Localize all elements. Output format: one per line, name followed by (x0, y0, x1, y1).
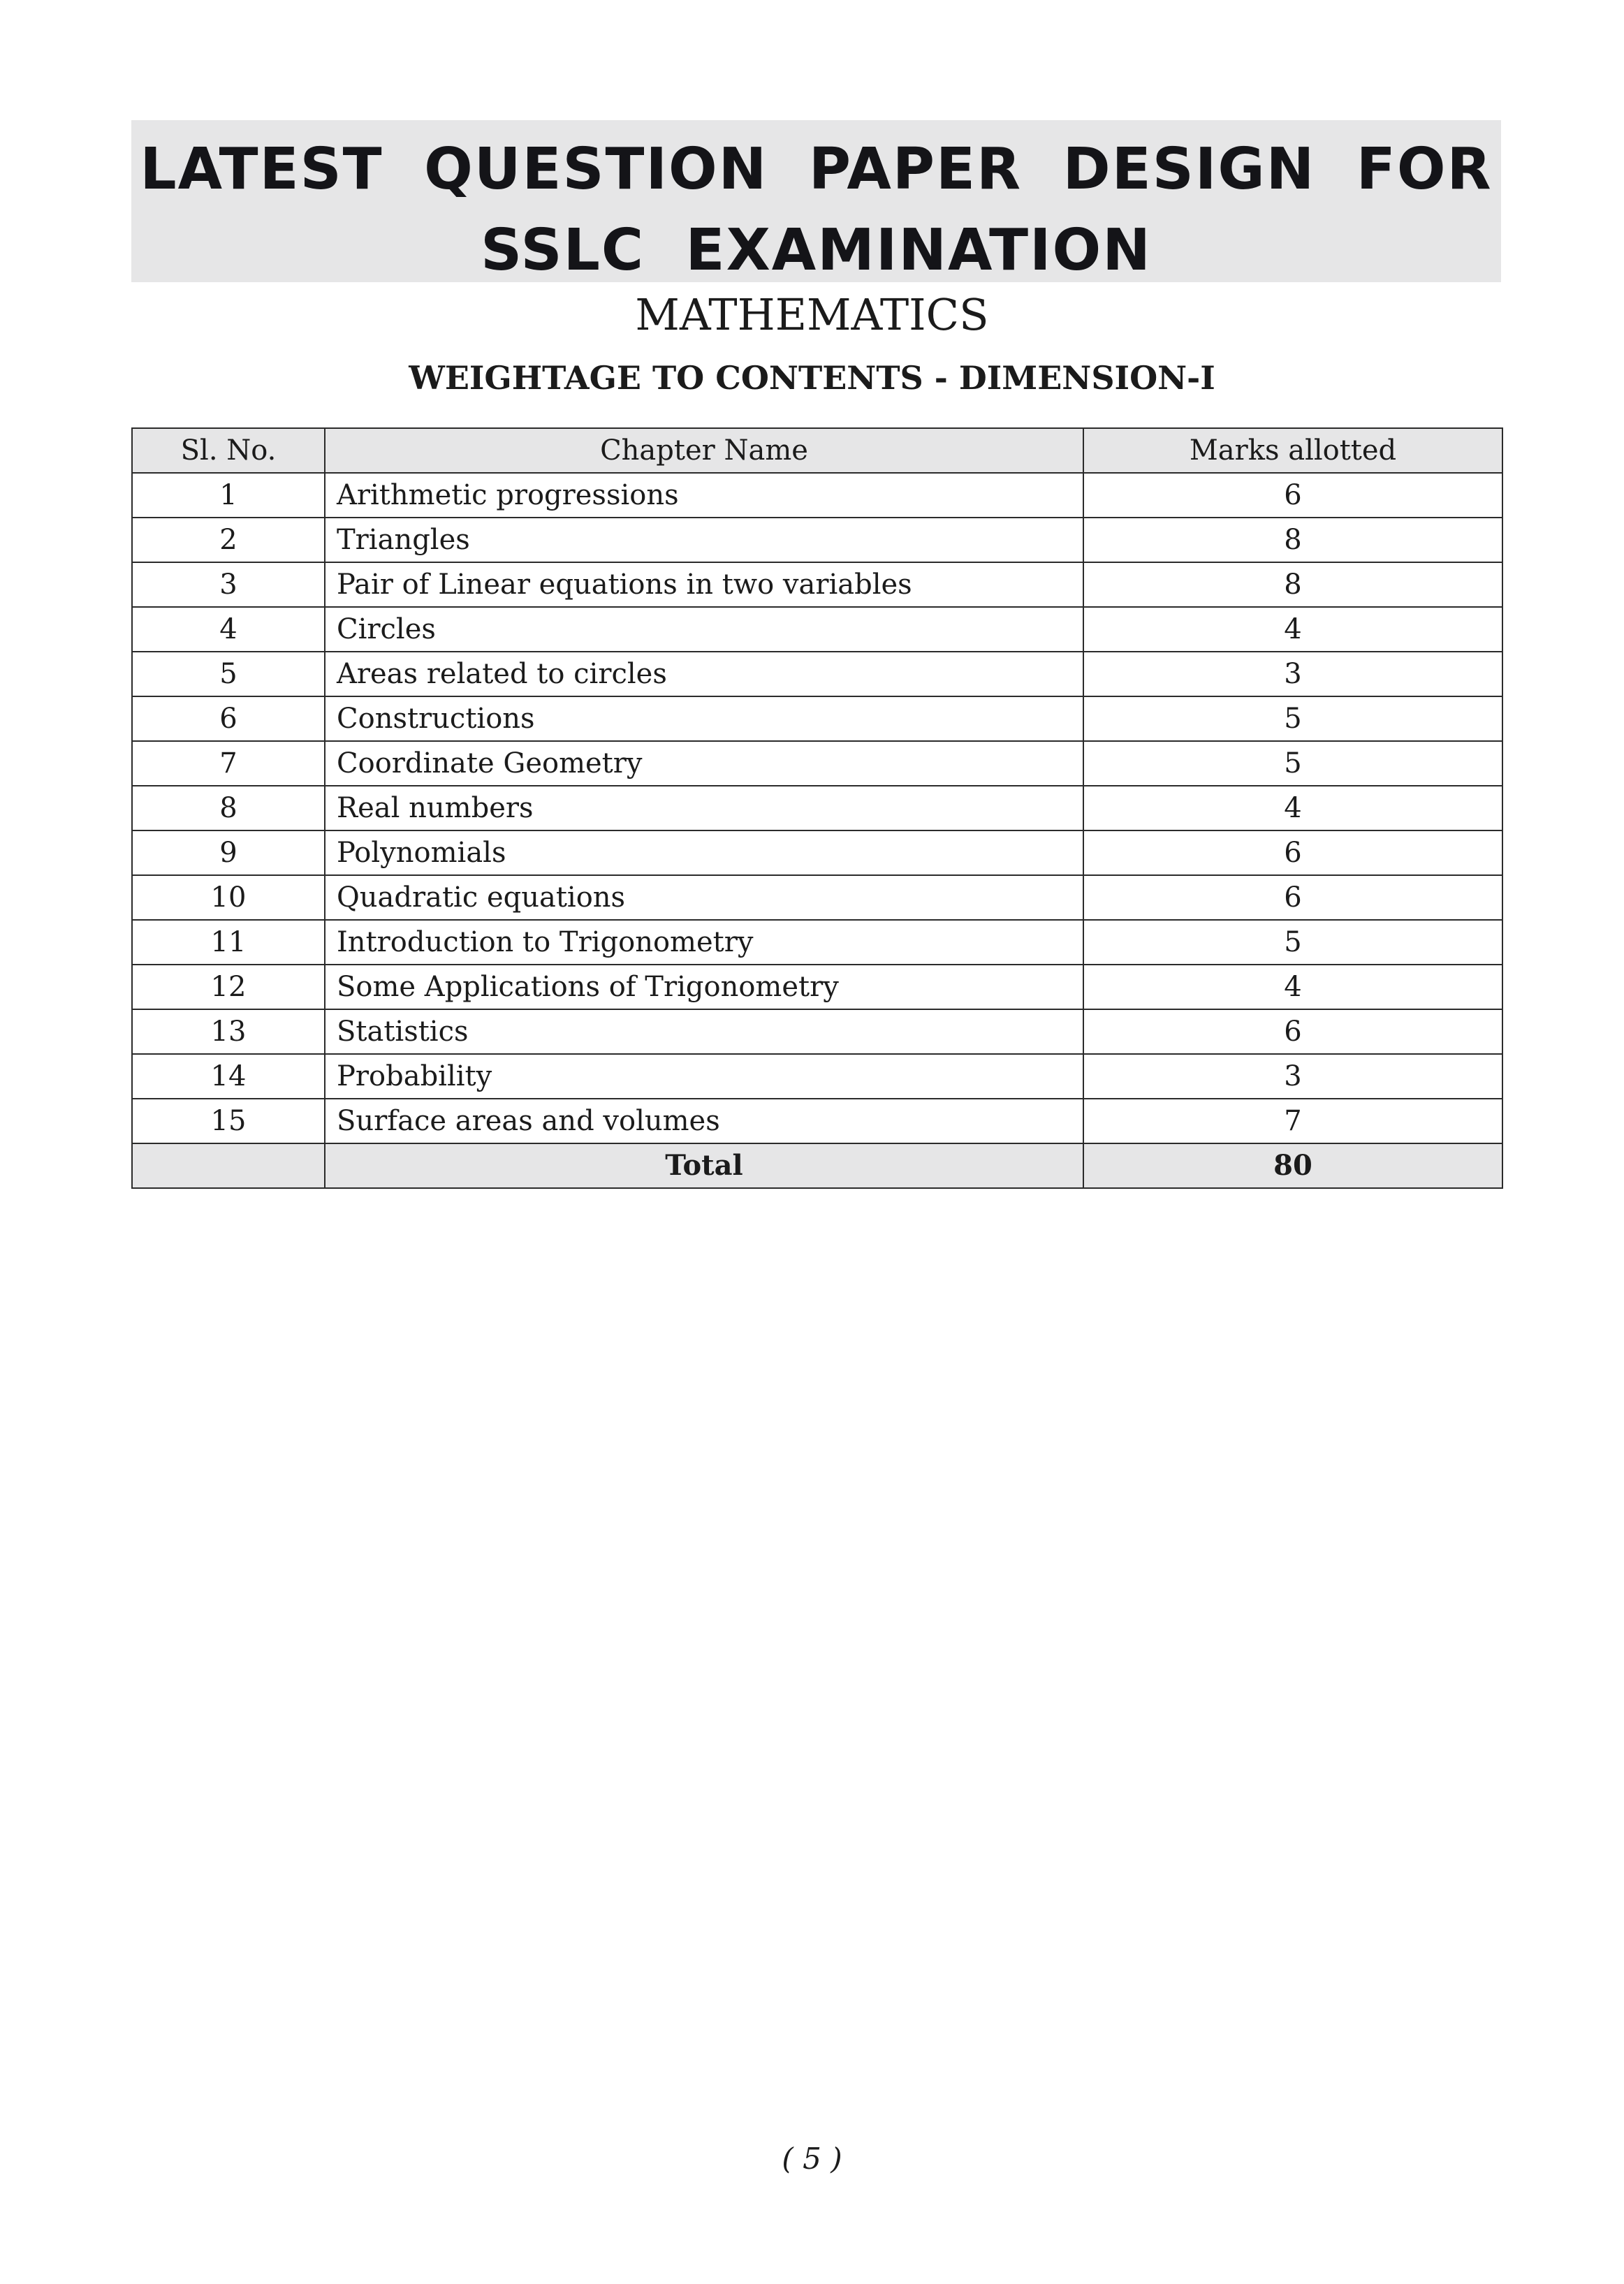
table-row (132, 518, 1502, 562)
table-row (132, 652, 1502, 696)
row-sl-no: 7 (132, 741, 325, 786)
row-sl-no: 14 (132, 1054, 325, 1099)
row-chapter-name: Surface areas and volumes (325, 1099, 1083, 1143)
header-sl-no: Sl. No. (132, 428, 325, 473)
row-marks: 8 (1083, 562, 1502, 607)
total-empty-cell (132, 1143, 325, 1188)
table-row (132, 875, 1502, 920)
row-sl-no: 12 (132, 965, 325, 1009)
total-label: Total (325, 1143, 1083, 1188)
row-sl-no: 8 (132, 786, 325, 830)
row-chapter-name: Areas related to circles (325, 652, 1083, 696)
table-total-row (132, 1143, 1502, 1188)
row-marks: 5 (1083, 741, 1502, 786)
page-number: ( 5 ) (782, 2142, 842, 2176)
row-chapter-name: Introduction to Trigonometry (325, 920, 1083, 965)
row-marks: 6 (1083, 473, 1502, 518)
row-chapter-name: Statistics (325, 1009, 1083, 1054)
row-marks: 6 (1083, 830, 1502, 875)
total-marks: 80 (1083, 1143, 1502, 1188)
table-row (132, 830, 1502, 875)
subject-heading: MATHEMATICS (635, 289, 989, 340)
table-header-row (132, 428, 1502, 473)
table-row (132, 607, 1502, 652)
row-sl-no: 9 (132, 830, 325, 875)
row-marks: 6 (1083, 875, 1502, 920)
table-row (132, 562, 1502, 607)
row-marks: 3 (1083, 652, 1502, 696)
row-chapter-name: Pair of Linear equations in two variables (325, 562, 1083, 607)
table-row (132, 920, 1502, 965)
row-marks: 5 (1083, 696, 1502, 741)
row-sl-no: 10 (132, 875, 325, 920)
row-sl-no: 5 (132, 652, 325, 696)
header-marks-allotted: Marks allotted (1083, 428, 1502, 473)
weightage-table (131, 427, 1503, 1189)
banner-title-line-1: LATEST QUESTION PAPER DESIGN FOR (140, 136, 1493, 203)
row-sl-no: 6 (132, 696, 325, 741)
row-marks: 4 (1083, 607, 1502, 652)
row-chapter-name: Real numbers (325, 786, 1083, 830)
table-row (132, 1054, 1502, 1099)
table-row (132, 696, 1502, 741)
row-marks: 3 (1083, 1054, 1502, 1099)
table-row (132, 965, 1502, 1009)
row-sl-no: 1 (132, 473, 325, 518)
header-chapter-name: Chapter Name (325, 428, 1083, 473)
section-subtitle: WEIGHTAGE TO CONTENTS - DIMENSION-I (409, 359, 1215, 397)
row-sl-no: 2 (132, 518, 325, 562)
row-marks: 4 (1083, 965, 1502, 1009)
table-row (132, 473, 1502, 518)
row-sl-no: 15 (132, 1099, 325, 1143)
banner-title-line-2: SSLC EXAMINATION (481, 217, 1152, 284)
table-row (132, 1009, 1502, 1054)
title-banner (131, 120, 1501, 282)
row-marks: 7 (1083, 1099, 1502, 1143)
row-chapter-name: Triangles (325, 518, 1083, 562)
row-chapter-name: Circles (325, 607, 1083, 652)
row-chapter-name: Some Applications of Trigonometry (325, 965, 1083, 1009)
row-marks: 8 (1083, 518, 1502, 562)
row-marks: 4 (1083, 786, 1502, 830)
row-chapter-name: Polynomials (325, 830, 1083, 875)
row-sl-no: 3 (132, 562, 325, 607)
row-chapter-name: Probability (325, 1054, 1083, 1099)
row-sl-no: 11 (132, 920, 325, 965)
table-row (132, 1099, 1502, 1143)
row-marks: 6 (1083, 1009, 1502, 1054)
row-chapter-name: Quadratic equations (325, 875, 1083, 920)
row-chapter-name: Coordinate Geometry (325, 741, 1083, 786)
row-sl-no: 4 (132, 607, 325, 652)
row-sl-no: 13 (132, 1009, 325, 1054)
row-marks: 5 (1083, 920, 1502, 965)
table-row (132, 741, 1502, 786)
table-row (132, 786, 1502, 830)
row-chapter-name: Constructions (325, 696, 1083, 741)
row-chapter-name: Arithmetic progressions (325, 473, 1083, 518)
